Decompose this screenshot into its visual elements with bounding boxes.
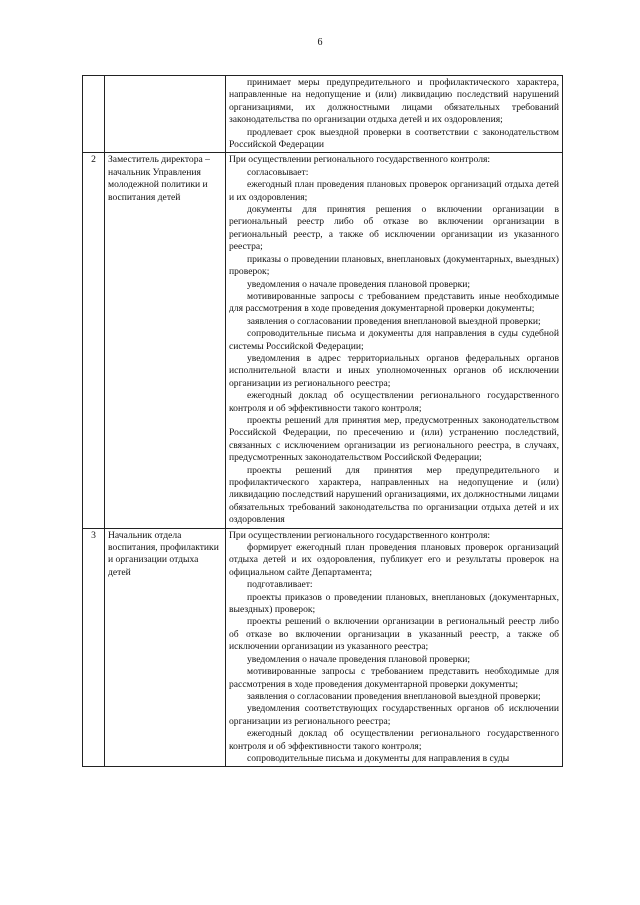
row-number: 2 [83, 153, 105, 528]
duty-paragraph: согласовывает: [247, 166, 309, 178]
duty-paragraph: уведомления о начале проведения плановой проверки; [247, 278, 471, 290]
duty-paragraph: уведомления о начале проведения плановой проверки; [247, 653, 471, 665]
duty-paragraph: продлевает срок выездной проверки в соответствии с законодательством Российской Федерации [229, 126, 559, 151]
duty-paragraph: сопроводительные письма и документы для направления в суды судебной системы Российской Федерации; [229, 328, 559, 352]
row-number [83, 76, 105, 153]
duty-paragraph: проекты решений для принятия мер, предусмотренных законодательством Российской Федерации, по пресечению и (или) устранению последствий, связанных с исключением организации из регионального реестра, в случаях, предусмотренных законодательством Российской Федерации; [229, 414, 559, 464]
duty-paragraph: ежегодный доклад об осуществлении регионального государственного контроля и об эффективности такого контроля; [229, 728, 559, 752]
duty-paragraph: документы для принятия решения о включении организации в региональный реестр либо об отказе во включении организации в региональный реестр, а также об исключении организации из указанного реестра; [229, 204, 559, 253]
duty-paragraph: подготавливает: [247, 579, 313, 591]
duties-cell [226, 528, 563, 767]
responsibilities-table [82, 75, 563, 767]
duty-paragraph: заявления о согласовании проведения внеплановой выездной проверки; [247, 315, 541, 327]
duty-paragraph: приказы о проведении плановых, внеплановых (документарных, выездных) проверок; [229, 253, 559, 278]
position-title: Начальник отдела воспитания, профилактики и организации отдыха детей [105, 528, 226, 767]
duty-paragraph: проекты приказов о проведении плановых, внеплановых (документарных, выездных) проверок; [229, 591, 559, 616]
duty-paragraph: проекты решений о включении организации в региональный реестр либо об отказе во включении организации в указанный реестр, а также об исключении организации из указанного реестра; [229, 616, 559, 653]
duty-paragraph: уведомления в адрес территориальных органов федеральных органов исполнительной власти и иных уполномоченных органов об исключении организации из регионального реестра; [229, 352, 559, 389]
duty-paragraph: ежегодный доклад об осуществлении регионального государственного контроля и об эффективности такого контроля; [229, 390, 559, 414]
position-title: Заместитель директора – начальник Управления молодежной политики и воспитания детей [105, 153, 226, 528]
duty-paragraph: сопроводительные письма и документы для направления в суды [247, 752, 510, 764]
duties-lead: При осуществлении регионального государственного контроля: [229, 154, 491, 166]
duty-paragraph: уведомления соответствующих государственных органов об исключении организации из регионального реестра; [229, 703, 559, 727]
duty-paragraph: ежегодный план проведения плановых проверок организаций отдыха детей и их оздоровления; [229, 179, 559, 203]
duties-cell [226, 76, 563, 153]
row-number: 3 [83, 528, 105, 767]
duty-paragraph: формирует ежегодный план проведения плановых проверок организаций отдыха детей и их оздоровления, публикует его и результаты проверок на официальном сайте Департамента; [229, 542, 559, 578]
duties-cell [226, 153, 563, 528]
duty-paragraph: принимает меры предупредительного и профилактического характера, направленные на недопущение и (или) ликвидацию последствий нарушений организациями, их должностными лицами обязательных требований законодательства по организации отдыха детей и их оздоровления; [229, 77, 559, 126]
table-row [83, 528, 563, 767]
duties-lead: При осуществлении регионального государственного контроля: [229, 529, 491, 541]
table-row [83, 153, 563, 528]
duty-paragraph: проекты решений для принятия мер предупредительного и профилактического характера, направленных на недопущение и (или) ликвидацию последствий нарушений организациями, их должностными лицами обязательных требований законодательства по организации отдыха детей и их оздоровления [229, 464, 559, 526]
position-title [105, 76, 226, 153]
duty-paragraph: заявления о согласовании проведения внеплановой выездной проверки; [247, 690, 541, 702]
table-row [83, 76, 563, 153]
duty-paragraph: мотивированные запросы с требованием представить необходимые для рассмотрения в ходе проведения документарной проверки документы; [229, 666, 559, 690]
page-number: 6 [317, 37, 323, 48]
table-body [83, 76, 563, 767]
duty-paragraph: мотивированные запросы с требованием представить иные необходимые для рассмотрения в ходе проведения документарной проверки документы; [229, 290, 559, 315]
